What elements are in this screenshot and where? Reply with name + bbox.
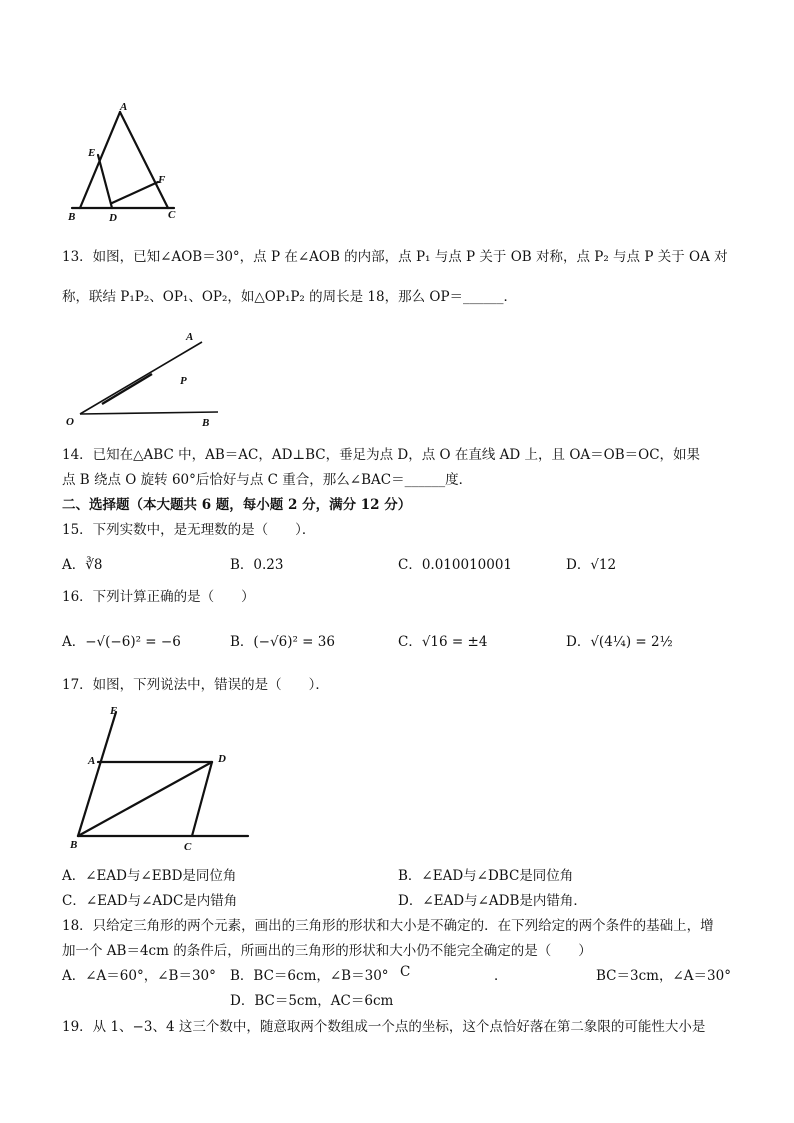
label-a: A	[88, 755, 96, 767]
q13-line1: 13．如图，已知∠AOB＝30°，点 P 在∠AOB 的内部，点 P₁ 与点 P 关于 OB 对称，点 P₂ 与点 P 关于 OA 对	[62, 249, 728, 265]
q19-line1: 19．从 1、−3、4 这三个数中，随意取两个数组成一个点的坐标，这个点恰好落在第二象限的可能性大小是	[62, 1019, 706, 1035]
q18-option-c-letter: C	[400, 964, 411, 980]
label-b: B	[68, 211, 76, 223]
q16-option-d: D．√(4¼) = 2½	[566, 634, 673, 650]
q18-option-a: A．∠A＝60°，∠B＝30°	[62, 968, 216, 984]
q17-option-c: C．∠EAD与∠ADC是内错角	[62, 893, 238, 909]
q18-line2: 加一个 AB＝4cm 的条件后，所画出的三角形的形状和大小仍不能完全确定的是（ ）	[62, 943, 592, 959]
q15-option-b: B．0.2̇3̇	[230, 557, 284, 573]
label-d: D	[218, 753, 226, 765]
label-c: C	[168, 209, 176, 221]
label-d: D	[109, 212, 117, 224]
q16-option-c: C．√16 = ±4	[398, 634, 488, 650]
label-a: A	[120, 101, 128, 113]
q15-option-d: D．√12	[566, 557, 617, 573]
label-b: B	[202, 417, 210, 428]
label-b: B	[70, 839, 78, 851]
q17-option-b: B．∠EAD与∠DBC是同位角	[398, 868, 574, 884]
label-p: P	[180, 375, 187, 387]
q15-stem: 15．下列实数中，是无理数的是（ ）．	[62, 522, 316, 538]
q18-option-c-text: BC＝3cm，∠A＝30°	[596, 968, 731, 984]
q18-option-c-dot: ．	[494, 968, 508, 984]
q18-option-d: D．BC＝5cm，AC＝6cm	[230, 993, 394, 1009]
label-f: F	[158, 174, 166, 186]
label-e: E	[110, 705, 118, 717]
label-e: E	[88, 147, 96, 159]
q16-stem: 16．下列计算正确的是（ ）	[62, 589, 255, 605]
q14-line1: 14．已知在△ABC 中，AB＝AC，AD⊥BC，垂足为点 D，点 O 在直线 AD 上，且 OA＝OB＝OC，如果	[62, 447, 701, 463]
q14-line2: 点 B 绕点 O 旋转 60°后恰好与点 C 重合，那么∠BAC＝______度．	[62, 472, 473, 488]
q18-line1: 18．只给定三角形的两个元素，画出的三角形的形状和大小是不确定的．在下列给定的两个条件的基础上，增	[62, 918, 714, 934]
q15-option-c: C．0.010010001	[398, 557, 513, 573]
label-o: O	[66, 416, 74, 428]
label-a: A	[186, 331, 194, 343]
label-c: C	[184, 841, 192, 852]
q17-option-d: D．∠EAD与∠ADB是内错角．	[398, 893, 587, 909]
figure-parallelogram	[62, 700, 262, 852]
q16-option-b: B．(−√6)² = 36	[230, 634, 335, 650]
figure-angle-aob	[62, 328, 232, 428]
section-heading: 二、选择题（本大题共 6 题，每小题 2 分，满分 12 分）	[62, 497, 412, 513]
q13-line2: 称，联结 P₁P₂、OP₁、OP₂，如△OP₁P₂ 的周长是 18，那么 OP＝______．	[62, 289, 518, 305]
figure-triangle-abc	[62, 100, 192, 225]
q18-option-b: B．BC＝6cm，∠B＝30°	[230, 968, 389, 984]
q16-option-a: A．−√(−6)² = −6	[62, 634, 181, 650]
q17-stem: 17．如图，下列说法中，错误的是（ ）．	[62, 677, 329, 693]
q15-option-a: A．∛8	[62, 557, 103, 573]
q17-option-a: A．∠EAD与∠EBD是同位角	[62, 868, 237, 884]
